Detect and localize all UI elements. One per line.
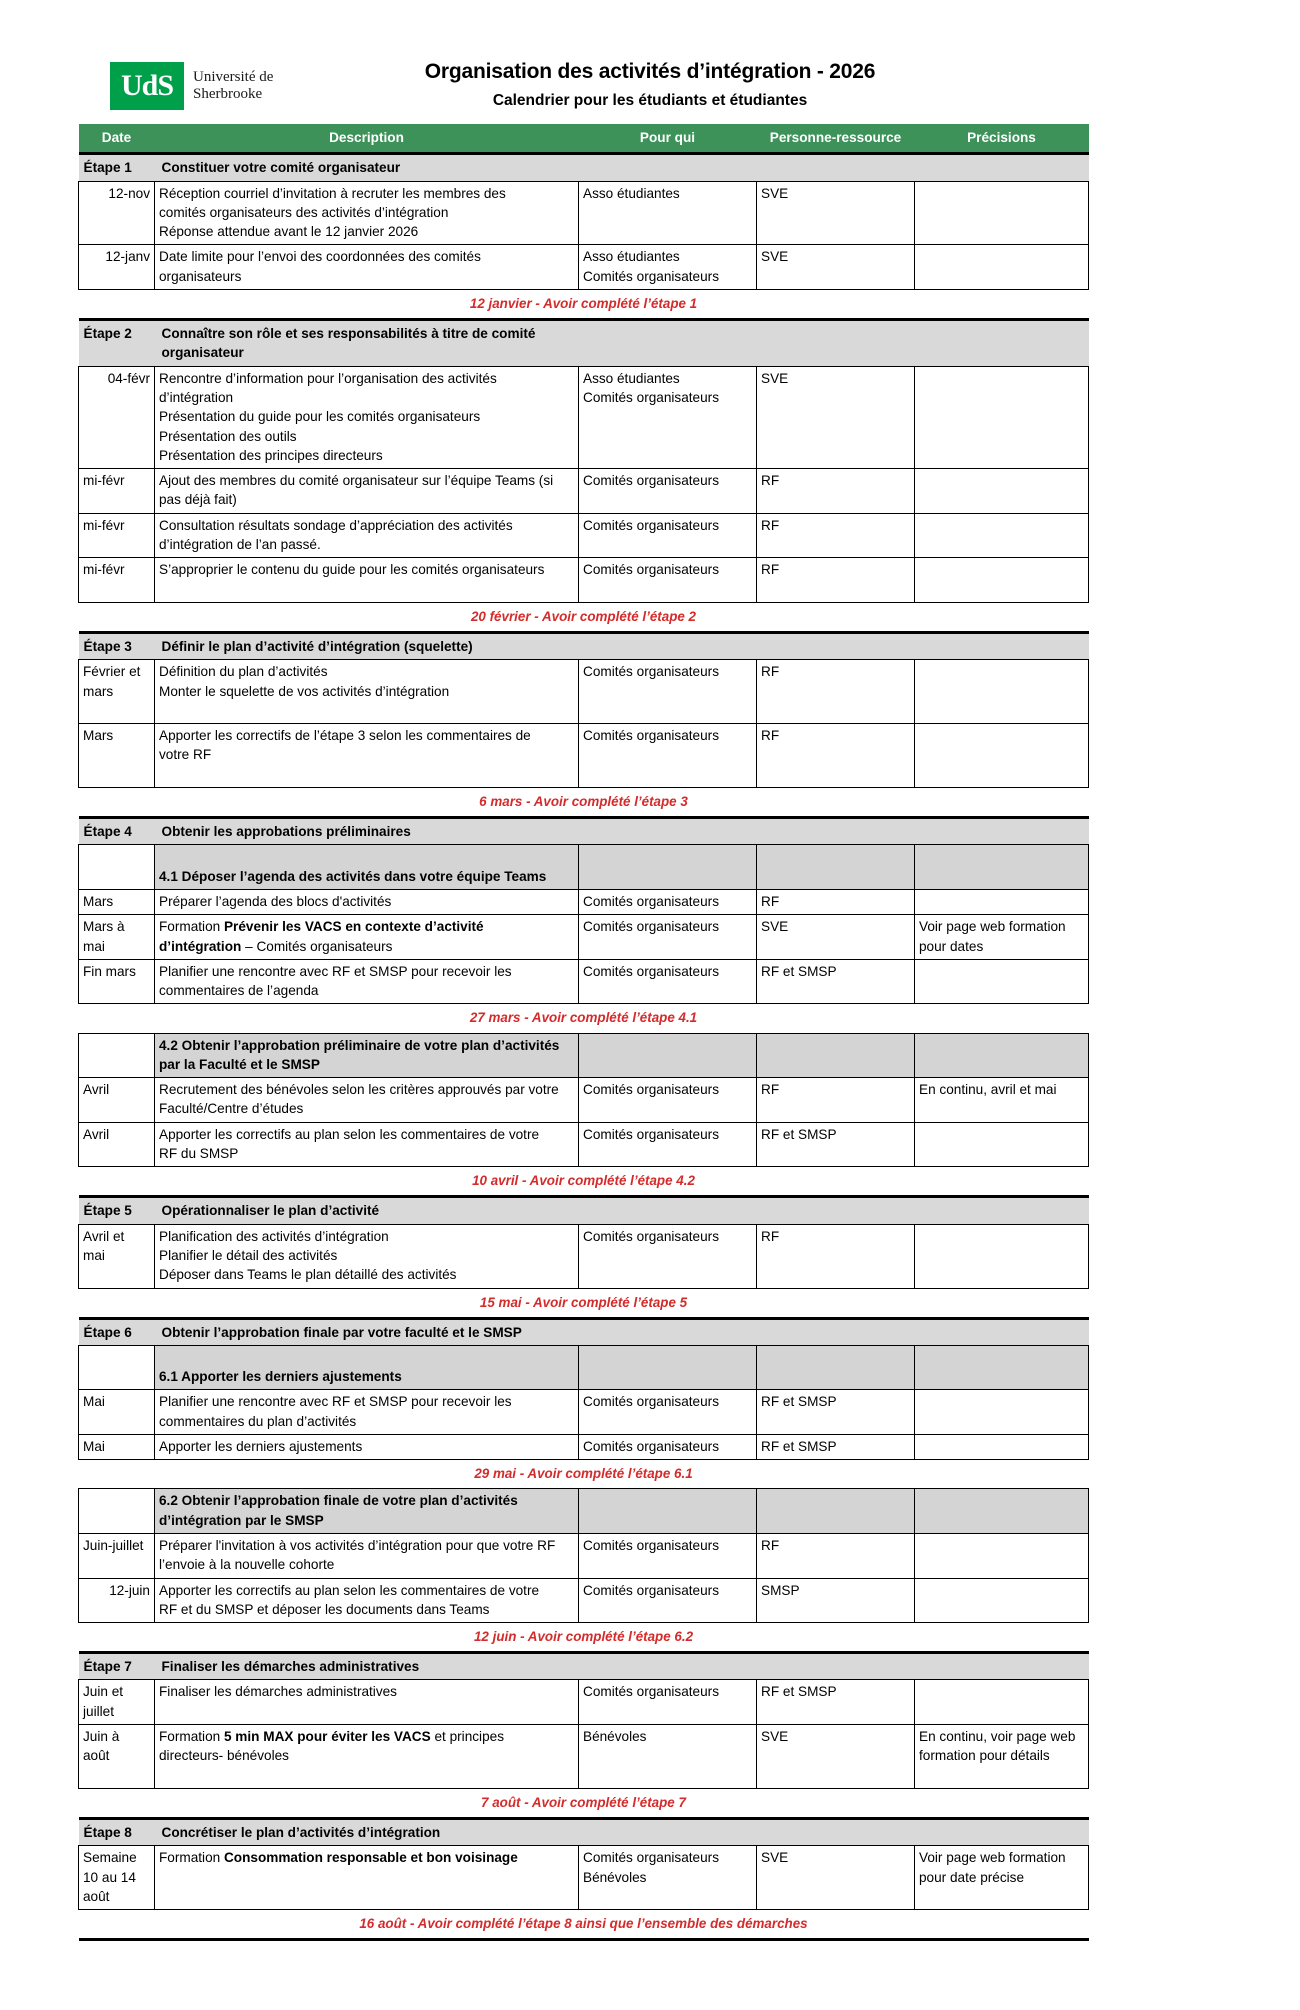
- cell-personne-ressource: RF: [757, 724, 915, 788]
- cell-pour-qui: Comités organisateurs: [579, 660, 757, 724]
- step-label: Étape 2: [79, 320, 155, 367]
- cell-description: Formation Consommation responsable et bon voisinage: [155, 1846, 579, 1910]
- cell-precisions: [915, 366, 1089, 468]
- subsection-pour-qui: [579, 1345, 757, 1390]
- cell-pour-qui: Comités organisateurs: [579, 959, 757, 1004]
- cell-description: Préparer l'invitation à vos activités d’intégration pour que votre RF l’envoie à la nouvelle cohorte: [155, 1533, 579, 1578]
- cell-personne-ressource: RF et SMSP: [757, 1390, 915, 1435]
- cell-personne-ressource: SVE: [757, 366, 915, 468]
- step-label: Étape 3: [79, 633, 155, 660]
- milestone-row: [79, 1004, 1089, 1033]
- cell-date: 12-janv: [79, 245, 155, 290]
- cell-pour-qui: Comités organisateurs: [579, 1390, 757, 1435]
- cell-description: Apporter les correctifs de l’étape 3 selon les commentaires de votre RF: [155, 724, 579, 788]
- subsection-pour-qui: [579, 845, 757, 890]
- milestone-row: [79, 1167, 1089, 1197]
- cell-precisions: [915, 1533, 1089, 1578]
- subsection-precisions: [915, 1489, 1089, 1534]
- subsection-personne: [757, 1345, 915, 1390]
- milestone-row: [79, 1910, 1089, 1940]
- step-header-row: [79, 1318, 1089, 1345]
- subsection-blank-date: [79, 1033, 155, 1078]
- cell-precisions: [915, 1680, 1089, 1725]
- cell-description: Ajout des membres du comité organisateur sur l’équipe Teams (si pas déjà fait): [155, 469, 579, 514]
- table-row: [79, 1680, 1089, 1725]
- subsection-title: 4.2 Obtenir l’approbation préliminaire de votre plan d’activités par la Faculté et le SMSP: [155, 1033, 579, 1078]
- university-logo: [110, 62, 273, 110]
- cell-pour-qui: Comités organisateurs Bénévoles: [579, 1846, 757, 1910]
- cell-precisions: [915, 513, 1089, 558]
- subsection-personne: [757, 1489, 915, 1534]
- subsection-header-row: [79, 1489, 1089, 1534]
- cell-description: Apporter les derniers ajustements: [155, 1435, 579, 1460]
- step-label: Étape 5: [79, 1197, 155, 1224]
- cell-personne-ressource: RF et SMSP: [757, 1122, 915, 1167]
- university-name-line2: Sherbrooke: [193, 86, 263, 102]
- uds-logo-text: UdS: [120, 69, 174, 102]
- milestone-text: 12 janvier - Avoir complété l’étape 1: [79, 290, 1089, 320]
- milestone-text: 16 août - Avoir complété l’étape 8 ainsi que l’ensemble des démarches: [79, 1910, 1089, 1940]
- table-row: [79, 1435, 1089, 1460]
- table-row: [79, 558, 1089, 603]
- subsection-header-row: [79, 845, 1089, 890]
- cell-pour-qui: Comités organisateurs: [579, 1578, 757, 1623]
- cell-precisions: [915, 245, 1089, 290]
- cell-personne-ressource: SVE: [757, 245, 915, 290]
- cell-description: Formation 5 min MAX pour éviter les VACS et principes directeurs- bénévoles: [155, 1725, 579, 1789]
- cell-pour-qui: Asso étudiantes Comités organisateurs: [579, 245, 757, 290]
- cell-pour-qui: Comités organisateurs: [579, 915, 757, 960]
- subsection-header-row: [79, 1345, 1089, 1390]
- subsection-precisions: [915, 1345, 1089, 1390]
- cell-personne-ressource: SVE: [757, 915, 915, 960]
- step-label: Étape 7: [79, 1653, 155, 1680]
- cell-pour-qui: Comités organisateurs: [579, 1435, 757, 1460]
- subsection-blank-date: [79, 845, 155, 890]
- cell-pour-qui: Comités organisateurs: [579, 1078, 757, 1123]
- cell-precisions: [915, 1390, 1089, 1435]
- cell-precisions: [915, 558, 1089, 603]
- step-label: Étape 4: [79, 818, 155, 845]
- cell-personne-ressource: RF: [757, 1078, 915, 1123]
- subsection-precisions: [915, 1033, 1089, 1078]
- cell-date: Juin et juillet: [79, 1680, 155, 1725]
- cell-precisions: [915, 890, 1089, 915]
- milestone-text: 29 mai - Avoir complété l’étape 6.1: [79, 1460, 1089, 1489]
- university-name-line1: Université de: [193, 69, 274, 86]
- table-row: [79, 245, 1089, 290]
- table-row: [79, 1224, 1089, 1288]
- cell-description: Planifier une rencontre avec RF et SMSP pour recevoir les commentaires du plan d’activités: [155, 1390, 579, 1435]
- cell-description: Apporter les correctifs au plan selon les commentaires de votre RF du SMSP: [155, 1122, 579, 1167]
- cell-date: Mai: [79, 1390, 155, 1435]
- cell-date: Mars: [79, 724, 155, 788]
- table-row: [79, 181, 1089, 245]
- table-header-row: [79, 124, 1089, 154]
- cell-description: S’approprier le contenu du guide pour les comités organisateurs: [155, 558, 579, 603]
- subsection-title: 4.1 Déposer l’agenda des activités dans votre équipe Teams: [155, 845, 579, 890]
- milestone-text: 10 avril - Avoir complété l’étape 4.2: [79, 1167, 1089, 1197]
- milestone-text: 7 août - Avoir complété l’étape 7: [79, 1788, 1089, 1818]
- subsection-personne: [757, 1033, 915, 1078]
- step-label: Étape 6: [79, 1318, 155, 1345]
- cell-description: Formation Prévenir les VACS en contexte d’activité d’intégration – Comités organisateurs: [155, 915, 579, 960]
- table-row: [79, 469, 1089, 514]
- cell-precisions: [915, 181, 1089, 245]
- cell-description: Préparer l’agenda des blocs d'activités: [155, 890, 579, 915]
- cell-precisions: [915, 469, 1089, 514]
- milestone-row: [79, 788, 1089, 818]
- step-title: Connaître son rôle et ses responsabilités à titre de comité organisateur: [155, 320, 1089, 367]
- subsection-personne: [757, 845, 915, 890]
- cell-description: Planification des activités d’intégration Planifier le détail des activités Déposer dans Teams le plan détaillé des activités: [155, 1224, 579, 1288]
- cell-precisions: [915, 959, 1089, 1004]
- table-row: [79, 660, 1089, 724]
- cell-date: mi-févr: [79, 469, 155, 514]
- step-label: Étape 8: [79, 1818, 155, 1845]
- cell-date: Juin à août: [79, 1725, 155, 1789]
- milestone-row: [79, 602, 1089, 632]
- cell-personne-ressource: SVE: [757, 181, 915, 245]
- column-header-description: Description: [155, 124, 579, 154]
- cell-precisions: [915, 660, 1089, 724]
- cell-personne-ressource: SVE: [757, 1846, 915, 1910]
- table-row: [79, 724, 1089, 788]
- cell-precisions: [915, 1578, 1089, 1623]
- cell-description: Rencontre d’information pour l’organisation des activités d’intégration Présentation du guide pour les comités organisateurs Présentation des outils Présentation des principes directeurs: [155, 366, 579, 468]
- cell-description: Réception courriel d’invitation à recruter les membres des comités organisateurs des activités d’intégration Réponse attendue avant le 12 janvier 2026: [155, 181, 579, 245]
- step-header-row: [79, 1197, 1089, 1224]
- milestone-text: 6 mars - Avoir complété l’étape 3: [79, 788, 1089, 818]
- uds-logo-mark: [110, 62, 184, 110]
- cell-personne-ressource: SMSP: [757, 1578, 915, 1623]
- cell-personne-ressource: RF: [757, 890, 915, 915]
- step-header-row: [79, 1818, 1089, 1845]
- subsection-pour-qui: [579, 1489, 757, 1534]
- step-title: Opérationnaliser le plan d’activité: [155, 1197, 1089, 1224]
- cell-personne-ressource: RF et SMSP: [757, 1435, 915, 1460]
- cell-description: Consultation résultats sondage d’appréciation des activités d’intégration de l’an passé.: [155, 513, 579, 558]
- cell-date: Février et mars: [79, 660, 155, 724]
- cell-description: Définition du plan d’activités Monter le squelette de vos activités d’intégration: [155, 660, 579, 724]
- milestone-text: 27 mars - Avoir complété l’étape 4.1: [79, 1004, 1089, 1033]
- milestone-text: 12 juin - Avoir complété l’étape 6.2: [79, 1623, 1089, 1653]
- cell-pour-qui: Comités organisateurs: [579, 1122, 757, 1167]
- cell-precisions: [915, 1435, 1089, 1460]
- cell-date: Mars: [79, 890, 155, 915]
- university-name: [193, 69, 273, 103]
- cell-pour-qui: Asso étudiantes: [579, 181, 757, 245]
- cell-date: mi-févr: [79, 513, 155, 558]
- subsection-blank-date: [79, 1345, 155, 1390]
- cell-pour-qui: Comités organisateurs: [579, 890, 757, 915]
- schedule-table: [78, 124, 1089, 1941]
- cell-personne-ressource: RF: [757, 1533, 915, 1578]
- column-header-pour-qui: Pour qui: [579, 124, 757, 154]
- page-title: Organisation des activités d’intégration - 2026: [424, 60, 876, 83]
- table-row: [79, 1578, 1089, 1623]
- cell-pour-qui: Asso étudiantes Comités organisateurs: [579, 366, 757, 468]
- cell-precisions: [915, 1122, 1089, 1167]
- cell-personne-ressource: RF: [757, 469, 915, 514]
- subsection-precisions: [915, 845, 1089, 890]
- column-header-personne-ressource: Personne-ressource: [757, 124, 915, 154]
- table-row: [79, 366, 1089, 468]
- step-title: Constituer votre comité organisateur: [155, 154, 1089, 181]
- cell-personne-ressource: RF: [757, 660, 915, 724]
- step-header-row: [79, 818, 1089, 845]
- cell-personne-ressource: RF et SMSP: [757, 959, 915, 1004]
- cell-date: Mars à mai: [79, 915, 155, 960]
- cell-precisions: Voir page web formation pour dates: [915, 915, 1089, 960]
- step-header-row: [79, 154, 1089, 181]
- table-row: [79, 1078, 1089, 1123]
- subsection-blank-date: [79, 1489, 155, 1534]
- subsection-pour-qui: [579, 1033, 757, 1078]
- cell-pour-qui: Comités organisateurs: [579, 1533, 757, 1578]
- cell-date: 12-juin: [79, 1578, 155, 1623]
- cell-description: Planifier une rencontre avec RF et SMSP pour recevoir les commentaires de l’agenda: [155, 959, 579, 1004]
- step-label: Étape 1: [79, 154, 155, 181]
- milestone-row: [79, 1788, 1089, 1818]
- cell-date: Juin-juillet: [79, 1533, 155, 1578]
- cell-date: Fin mars: [79, 959, 155, 1004]
- cell-pour-qui: Comités organisateurs: [579, 469, 757, 514]
- cell-date: Avril: [79, 1078, 155, 1123]
- cell-personne-ressource: RF et SMSP: [757, 1680, 915, 1725]
- cell-date: Avril et mai: [79, 1224, 155, 1288]
- cell-precisions: [915, 724, 1089, 788]
- milestone-row: [79, 1623, 1089, 1653]
- cell-precisions: Voir page web formation pour date précise: [915, 1846, 1089, 1910]
- rule-line: [79, 1940, 1089, 1942]
- cell-pour-qui: Comités organisateurs: [579, 1224, 757, 1288]
- step-title: Finaliser les démarches administratives: [155, 1653, 1089, 1680]
- step-title: Définir le plan d’activité d’intégration (squelette): [155, 633, 1089, 660]
- section-end-rule: [79, 1940, 1089, 1942]
- cell-date: 04-févr: [79, 366, 155, 468]
- document-header: [0, 0, 1300, 124]
- table-row: [79, 890, 1089, 915]
- cell-description: Recrutement des bénévoles selon les critères approuvés par votre Faculté/Centre d’études: [155, 1078, 579, 1123]
- subsection-title: 6.2 Obtenir l’approbation finale de votre plan d’activités d’intégration par le SMSP: [155, 1489, 579, 1534]
- step-header-row: [79, 320, 1089, 367]
- cell-precisions: [915, 1224, 1089, 1288]
- cell-pour-qui: Comités organisateurs: [579, 724, 757, 788]
- step-header-row: [79, 1653, 1089, 1680]
- cell-date: Semaine 10 au 14 août: [79, 1846, 155, 1910]
- table-row: [79, 915, 1089, 960]
- subsection-title: 6.1 Apporter les derniers ajustements: [155, 1345, 579, 1390]
- milestone-row: [79, 1288, 1089, 1318]
- page-subtitle: Calendrier pour les étudiants et étudiantes: [492, 92, 808, 109]
- cell-date: 12-nov: [79, 181, 155, 245]
- cell-pour-qui: Comités organisateurs: [579, 1680, 757, 1725]
- column-header-precisions: Précisions: [915, 124, 1089, 154]
- table-head: [79, 124, 1089, 154]
- column-header-date: Date: [79, 124, 155, 154]
- table-row: [79, 1390, 1089, 1435]
- milestone-row: [79, 290, 1089, 320]
- table-row: [79, 1122, 1089, 1167]
- table-row: [79, 959, 1089, 1004]
- cell-date: mi-févr: [79, 558, 155, 603]
- cell-description: Apporter les correctifs au plan selon les commentaires de votre RF et du SMSP et déposer les documents dans Teams: [155, 1578, 579, 1623]
- cell-personne-ressource: RF: [757, 1224, 915, 1288]
- step-title: Concrétiser le plan d’activités d’intégration: [155, 1818, 1089, 1845]
- milestone-text: 20 février - Avoir complété l’étape 2: [79, 602, 1089, 632]
- cell-precisions: En continu, voir page web formation pour détails: [915, 1725, 1089, 1789]
- table-row: [79, 1846, 1089, 1910]
- table-row: [79, 1533, 1089, 1578]
- step-title: Obtenir l’approbation finale par votre faculté et le SMSP: [155, 1318, 1089, 1345]
- table-row: [79, 1725, 1089, 1789]
- step-header-row: [79, 633, 1089, 660]
- table-row: [79, 513, 1089, 558]
- cell-pour-qui: Comités organisateurs: [579, 558, 757, 603]
- cell-precisions: En continu, avril et mai: [915, 1078, 1089, 1123]
- milestone-text: 15 mai - Avoir complété l’étape 5: [79, 1288, 1089, 1318]
- table-body: [79, 154, 1089, 1941]
- milestone-row: [79, 1460, 1089, 1489]
- cell-personne-ressource: RF: [757, 558, 915, 603]
- cell-date: Avril: [79, 1122, 155, 1167]
- cell-personne-ressource: RF: [757, 513, 915, 558]
- cell-description: Finaliser les démarches administratives: [155, 1680, 579, 1725]
- subsection-header-row: [79, 1033, 1089, 1078]
- cell-pour-qui: Comités organisateurs: [579, 513, 757, 558]
- cell-personne-ressource: SVE: [757, 1725, 915, 1789]
- step-title: Obtenir les approbations préliminaires: [155, 818, 1089, 845]
- cell-date: Mai: [79, 1435, 155, 1460]
- cell-description: Date limite pour l’envoi des coordonnées des comités organisateurs: [155, 245, 579, 290]
- cell-pour-qui: Bénévoles: [579, 1725, 757, 1789]
